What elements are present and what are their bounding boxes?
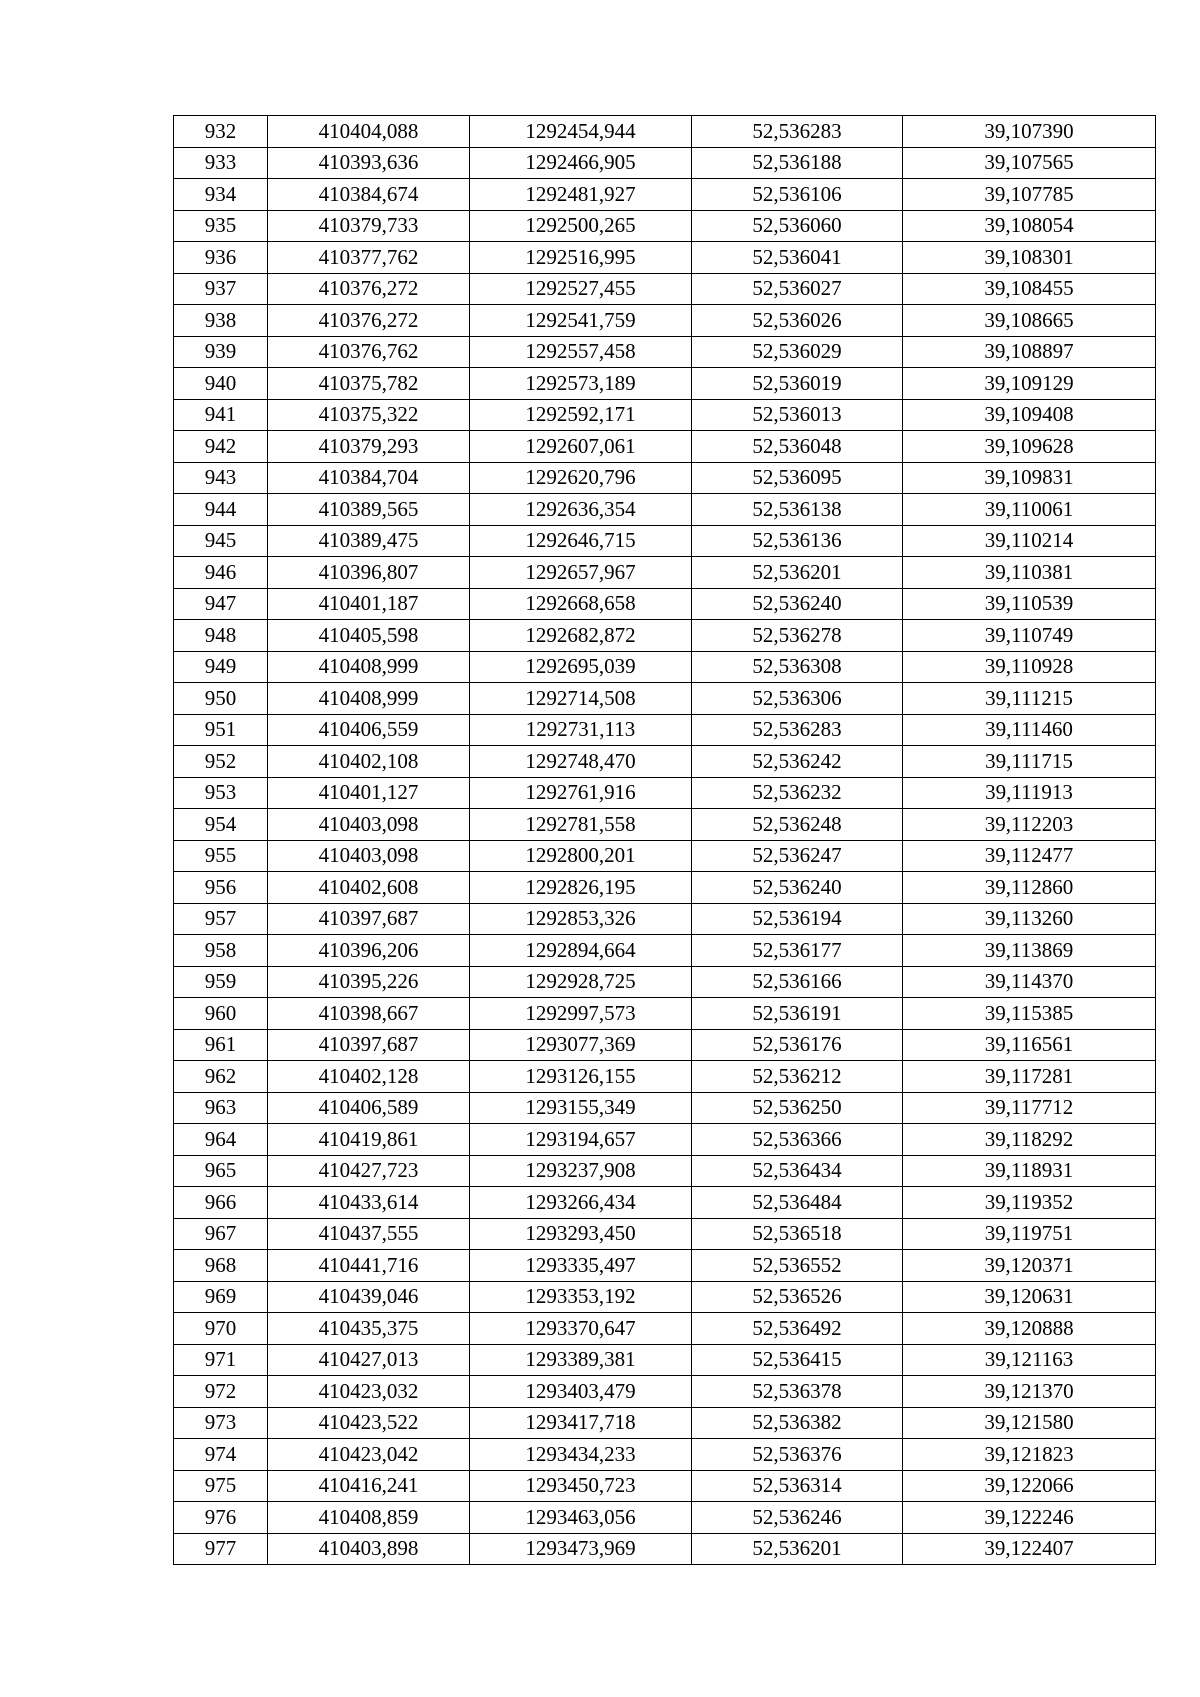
longitude-cell: 39,120888	[903, 1313, 1156, 1345]
point-number-cell: 960	[174, 998, 268, 1030]
y-coordinate-cell: 1293335,497	[470, 1250, 692, 1282]
longitude-cell: 39,112477	[903, 840, 1156, 872]
x-coordinate-cell: 410396,206	[268, 935, 470, 967]
point-number-cell: 977	[174, 1533, 268, 1565]
longitude-cell: 39,110061	[903, 494, 1156, 526]
x-coordinate-cell: 410402,108	[268, 746, 470, 778]
point-number-cell: 956	[174, 872, 268, 904]
point-number-cell: 976	[174, 1502, 268, 1534]
point-number-cell: 936	[174, 242, 268, 274]
table-row	[174, 462, 1156, 494]
longitude-cell: 39,111913	[903, 777, 1156, 809]
table-row	[174, 998, 1156, 1030]
latitude-cell: 52,536314	[692, 1470, 903, 1502]
y-coordinate-cell: 1292997,573	[470, 998, 692, 1030]
x-coordinate-cell: 410379,293	[268, 431, 470, 463]
y-coordinate-cell: 1292607,061	[470, 431, 692, 463]
y-coordinate-cell: 1292928,725	[470, 966, 692, 998]
y-coordinate-cell: 1292454,944	[470, 116, 692, 148]
y-coordinate-cell: 1293434,233	[470, 1439, 692, 1471]
longitude-cell: 39,108897	[903, 336, 1156, 368]
x-coordinate-cell: 410401,187	[268, 588, 470, 620]
point-number-cell: 949	[174, 651, 268, 683]
latitude-cell: 52,536029	[692, 336, 903, 368]
y-coordinate-cell: 1293370,647	[470, 1313, 692, 1345]
point-number-cell: 966	[174, 1187, 268, 1219]
longitude-cell: 39,108301	[903, 242, 1156, 274]
point-number-cell: 943	[174, 462, 268, 494]
latitude-cell: 52,536027	[692, 273, 903, 305]
point-number-cell: 933	[174, 147, 268, 179]
y-coordinate-cell: 1293450,723	[470, 1470, 692, 1502]
latitude-cell: 52,536177	[692, 935, 903, 967]
longitude-cell: 39,112860	[903, 872, 1156, 904]
y-coordinate-cell: 1293237,908	[470, 1155, 692, 1187]
point-number-cell: 948	[174, 620, 268, 652]
x-coordinate-cell: 410427,723	[268, 1155, 470, 1187]
table-row	[174, 431, 1156, 463]
table-row	[174, 1502, 1156, 1534]
table-row	[174, 840, 1156, 872]
x-coordinate-cell: 410441,716	[268, 1250, 470, 1282]
y-coordinate-cell: 1292781,558	[470, 809, 692, 841]
longitude-cell: 39,118931	[903, 1155, 1156, 1187]
latitude-cell: 52,536191	[692, 998, 903, 1030]
table-row	[174, 210, 1156, 242]
x-coordinate-cell: 410423,042	[268, 1439, 470, 1471]
table-row	[174, 746, 1156, 778]
latitude-cell: 52,536013	[692, 399, 903, 431]
y-coordinate-cell: 1292714,508	[470, 683, 692, 715]
longitude-cell: 39,110214	[903, 525, 1156, 557]
latitude-cell: 52,536242	[692, 746, 903, 778]
point-number-cell: 945	[174, 525, 268, 557]
x-coordinate-cell: 410403,098	[268, 840, 470, 872]
x-coordinate-cell: 410437,555	[268, 1218, 470, 1250]
table-row	[174, 588, 1156, 620]
x-coordinate-cell: 410402,128	[268, 1061, 470, 1093]
latitude-cell: 52,536188	[692, 147, 903, 179]
table-row	[174, 399, 1156, 431]
latitude-cell: 52,536136	[692, 525, 903, 557]
point-number-cell: 970	[174, 1313, 268, 1345]
latitude-cell: 52,536166	[692, 966, 903, 998]
latitude-cell: 52,536278	[692, 620, 903, 652]
x-coordinate-cell: 410403,898	[268, 1533, 470, 1565]
x-coordinate-cell: 410403,098	[268, 809, 470, 841]
point-number-cell: 953	[174, 777, 268, 809]
point-number-cell: 961	[174, 1029, 268, 1061]
table-row	[174, 777, 1156, 809]
latitude-cell: 52,536201	[692, 1533, 903, 1565]
table-row	[174, 1218, 1156, 1250]
latitude-cell: 52,536366	[692, 1124, 903, 1156]
longitude-cell: 39,109831	[903, 462, 1156, 494]
longitude-cell: 39,111460	[903, 714, 1156, 746]
latitude-cell: 52,536201	[692, 557, 903, 589]
x-coordinate-cell: 410433,614	[268, 1187, 470, 1219]
point-number-cell: 973	[174, 1407, 268, 1439]
table-row	[174, 179, 1156, 211]
latitude-cell: 52,536283	[692, 714, 903, 746]
point-number-cell: 947	[174, 588, 268, 620]
table-row	[174, 1313, 1156, 1345]
table-row	[174, 1187, 1156, 1219]
longitude-cell: 39,116561	[903, 1029, 1156, 1061]
latitude-cell: 52,536518	[692, 1218, 903, 1250]
table-row	[174, 1092, 1156, 1124]
latitude-cell: 52,536246	[692, 1502, 903, 1534]
x-coordinate-cell: 410395,226	[268, 966, 470, 998]
latitude-cell: 52,536492	[692, 1313, 903, 1345]
latitude-cell: 52,536194	[692, 903, 903, 935]
x-coordinate-cell: 410423,032	[268, 1376, 470, 1408]
point-number-cell: 940	[174, 368, 268, 400]
y-coordinate-cell: 1293126,155	[470, 1061, 692, 1093]
table-row	[174, 368, 1156, 400]
table-row	[174, 1344, 1156, 1376]
point-number-cell: 950	[174, 683, 268, 715]
longitude-cell: 39,121580	[903, 1407, 1156, 1439]
longitude-cell: 39,122066	[903, 1470, 1156, 1502]
latitude-cell: 52,536106	[692, 179, 903, 211]
longitude-cell: 39,107785	[903, 179, 1156, 211]
point-number-cell: 974	[174, 1439, 268, 1471]
x-coordinate-cell: 410375,322	[268, 399, 470, 431]
x-coordinate-cell: 410397,687	[268, 903, 470, 935]
table-row	[174, 683, 1156, 715]
table-row	[174, 1250, 1156, 1282]
y-coordinate-cell: 1293463,056	[470, 1502, 692, 1534]
point-number-cell: 951	[174, 714, 268, 746]
y-coordinate-cell: 1292682,872	[470, 620, 692, 652]
point-number-cell: 935	[174, 210, 268, 242]
y-coordinate-cell: 1292853,326	[470, 903, 692, 935]
y-coordinate-cell: 1293353,192	[470, 1281, 692, 1313]
x-coordinate-cell: 410406,589	[268, 1092, 470, 1124]
table-row	[174, 1376, 1156, 1408]
longitude-cell: 39,108455	[903, 273, 1156, 305]
longitude-cell: 39,118292	[903, 1124, 1156, 1156]
latitude-cell: 52,536526	[692, 1281, 903, 1313]
latitude-cell: 52,536060	[692, 210, 903, 242]
point-number-cell: 965	[174, 1155, 268, 1187]
longitude-cell: 39,110749	[903, 620, 1156, 652]
table-row	[174, 935, 1156, 967]
table-row	[174, 714, 1156, 746]
longitude-cell: 39,117712	[903, 1092, 1156, 1124]
latitude-cell: 52,536095	[692, 462, 903, 494]
y-coordinate-cell: 1293155,349	[470, 1092, 692, 1124]
point-number-cell: 958	[174, 935, 268, 967]
longitude-cell: 39,113260	[903, 903, 1156, 935]
latitude-cell: 52,536283	[692, 116, 903, 148]
table-row	[174, 903, 1156, 935]
point-number-cell: 971	[174, 1344, 268, 1376]
longitude-cell: 39,119751	[903, 1218, 1156, 1250]
point-number-cell: 967	[174, 1218, 268, 1250]
longitude-cell: 39,109129	[903, 368, 1156, 400]
x-coordinate-cell: 410384,704	[268, 462, 470, 494]
table-row	[174, 147, 1156, 179]
table-row	[174, 116, 1156, 148]
x-coordinate-cell: 410419,861	[268, 1124, 470, 1156]
y-coordinate-cell: 1293403,479	[470, 1376, 692, 1408]
table-row	[174, 809, 1156, 841]
y-coordinate-cell: 1292748,470	[470, 746, 692, 778]
y-coordinate-cell: 1292541,759	[470, 305, 692, 337]
table-row	[174, 1407, 1156, 1439]
y-coordinate-cell: 1292527,455	[470, 273, 692, 305]
y-coordinate-cell: 1293417,718	[470, 1407, 692, 1439]
table-row	[174, 1124, 1156, 1156]
table-row	[174, 557, 1156, 589]
longitude-cell: 39,107565	[903, 147, 1156, 179]
y-coordinate-cell: 1292668,658	[470, 588, 692, 620]
point-number-cell: 963	[174, 1092, 268, 1124]
longitude-cell: 39,121370	[903, 1376, 1156, 1408]
table-row	[174, 1155, 1156, 1187]
y-coordinate-cell: 1292826,195	[470, 872, 692, 904]
x-coordinate-cell: 410402,608	[268, 872, 470, 904]
point-number-cell: 955	[174, 840, 268, 872]
latitude-cell: 52,536250	[692, 1092, 903, 1124]
x-coordinate-cell: 410389,475	[268, 525, 470, 557]
y-coordinate-cell: 1292646,715	[470, 525, 692, 557]
table-row	[174, 336, 1156, 368]
x-coordinate-cell: 410379,733	[268, 210, 470, 242]
point-number-cell: 972	[174, 1376, 268, 1408]
table-row	[174, 1439, 1156, 1471]
table-row	[174, 1029, 1156, 1061]
y-coordinate-cell: 1292573,189	[470, 368, 692, 400]
longitude-cell: 39,109408	[903, 399, 1156, 431]
table-row	[174, 620, 1156, 652]
latitude-cell: 52,536552	[692, 1250, 903, 1282]
x-coordinate-cell: 410406,559	[268, 714, 470, 746]
point-number-cell: 939	[174, 336, 268, 368]
latitude-cell: 52,536308	[692, 651, 903, 683]
longitude-cell: 39,107390	[903, 116, 1156, 148]
point-number-cell: 942	[174, 431, 268, 463]
point-number-cell: 932	[174, 116, 268, 148]
y-coordinate-cell: 1292657,967	[470, 557, 692, 589]
longitude-cell: 39,111715	[903, 746, 1156, 778]
table-row	[174, 966, 1156, 998]
y-coordinate-cell: 1292761,916	[470, 777, 692, 809]
x-coordinate-cell: 410435,375	[268, 1313, 470, 1345]
point-number-cell: 957	[174, 903, 268, 935]
longitude-cell: 39,121163	[903, 1344, 1156, 1376]
x-coordinate-cell: 410408,999	[268, 683, 470, 715]
latitude-cell: 52,536048	[692, 431, 903, 463]
table-row	[174, 305, 1156, 337]
latitude-cell: 52,536378	[692, 1376, 903, 1408]
y-coordinate-cell: 1293389,381	[470, 1344, 692, 1376]
latitude-cell: 52,536247	[692, 840, 903, 872]
point-number-cell: 937	[174, 273, 268, 305]
point-number-cell: 968	[174, 1250, 268, 1282]
point-number-cell: 946	[174, 557, 268, 589]
y-coordinate-cell: 1292516,995	[470, 242, 692, 274]
longitude-cell: 39,119352	[903, 1187, 1156, 1219]
x-coordinate-cell: 410416,241	[268, 1470, 470, 1502]
x-coordinate-cell: 410404,088	[268, 116, 470, 148]
x-coordinate-cell: 410439,046	[268, 1281, 470, 1313]
table-row	[174, 1470, 1156, 1502]
longitude-cell: 39,110381	[903, 557, 1156, 589]
latitude-cell: 52,536248	[692, 809, 903, 841]
y-coordinate-cell: 1292592,171	[470, 399, 692, 431]
longitude-cell: 39,108665	[903, 305, 1156, 337]
longitude-cell: 39,110539	[903, 588, 1156, 620]
table-row	[174, 242, 1156, 274]
latitude-cell: 52,536232	[692, 777, 903, 809]
y-coordinate-cell: 1293473,969	[470, 1533, 692, 1565]
point-number-cell: 954	[174, 809, 268, 841]
coordinates-table	[173, 115, 1156, 1565]
table-row	[174, 651, 1156, 683]
x-coordinate-cell: 410427,013	[268, 1344, 470, 1376]
table-row	[174, 273, 1156, 305]
longitude-cell: 39,117281	[903, 1061, 1156, 1093]
longitude-cell: 39,110928	[903, 651, 1156, 683]
latitude-cell: 52,536212	[692, 1061, 903, 1093]
y-coordinate-cell: 1292695,039	[470, 651, 692, 683]
x-coordinate-cell: 410376,272	[268, 273, 470, 305]
x-coordinate-cell: 410408,999	[268, 651, 470, 683]
point-number-cell: 962	[174, 1061, 268, 1093]
x-coordinate-cell: 410396,807	[268, 557, 470, 589]
coordinates-table-body	[174, 116, 1156, 1565]
table-row	[174, 494, 1156, 526]
longitude-cell: 39,113869	[903, 935, 1156, 967]
y-coordinate-cell: 1292481,927	[470, 179, 692, 211]
longitude-cell: 39,122407	[903, 1533, 1156, 1565]
x-coordinate-cell: 410389,565	[268, 494, 470, 526]
table-row	[174, 872, 1156, 904]
y-coordinate-cell: 1292557,458	[470, 336, 692, 368]
y-coordinate-cell: 1292894,664	[470, 935, 692, 967]
point-number-cell: 938	[174, 305, 268, 337]
longitude-cell: 39,120631	[903, 1281, 1156, 1313]
x-coordinate-cell: 410397,687	[268, 1029, 470, 1061]
x-coordinate-cell: 410401,127	[268, 777, 470, 809]
x-coordinate-cell: 410376,272	[268, 305, 470, 337]
longitude-cell: 39,111215	[903, 683, 1156, 715]
longitude-cell: 39,121823	[903, 1439, 1156, 1471]
table-row	[174, 1533, 1156, 1565]
table-row	[174, 1281, 1156, 1313]
x-coordinate-cell: 410408,859	[268, 1502, 470, 1534]
x-coordinate-cell: 410376,762	[268, 336, 470, 368]
point-number-cell: 975	[174, 1470, 268, 1502]
y-coordinate-cell: 1293194,657	[470, 1124, 692, 1156]
latitude-cell: 52,536138	[692, 494, 903, 526]
point-number-cell: 952	[174, 746, 268, 778]
y-coordinate-cell: 1292466,905	[470, 147, 692, 179]
y-coordinate-cell: 1292800,201	[470, 840, 692, 872]
latitude-cell: 52,536019	[692, 368, 903, 400]
longitude-cell: 39,122246	[903, 1502, 1156, 1534]
point-number-cell: 941	[174, 399, 268, 431]
longitude-cell: 39,108054	[903, 210, 1156, 242]
latitude-cell: 52,536484	[692, 1187, 903, 1219]
longitude-cell: 39,115385	[903, 998, 1156, 1030]
x-coordinate-cell: 410375,782	[268, 368, 470, 400]
longitude-cell: 39,112203	[903, 809, 1156, 841]
x-coordinate-cell: 410393,636	[268, 147, 470, 179]
latitude-cell: 52,536306	[692, 683, 903, 715]
latitude-cell: 52,536176	[692, 1029, 903, 1061]
latitude-cell: 52,536434	[692, 1155, 903, 1187]
y-coordinate-cell: 1292731,113	[470, 714, 692, 746]
y-coordinate-cell: 1292620,796	[470, 462, 692, 494]
point-number-cell: 964	[174, 1124, 268, 1156]
x-coordinate-cell: 410384,674	[268, 179, 470, 211]
point-number-cell: 944	[174, 494, 268, 526]
table-row	[174, 1061, 1156, 1093]
x-coordinate-cell: 410405,598	[268, 620, 470, 652]
latitude-cell: 52,536376	[692, 1439, 903, 1471]
latitude-cell: 52,536041	[692, 242, 903, 274]
x-coordinate-cell: 410398,667	[268, 998, 470, 1030]
point-number-cell: 969	[174, 1281, 268, 1313]
longitude-cell: 39,114370	[903, 966, 1156, 998]
longitude-cell: 39,109628	[903, 431, 1156, 463]
longitude-cell: 39,120371	[903, 1250, 1156, 1282]
latitude-cell: 52,536415	[692, 1344, 903, 1376]
point-number-cell: 934	[174, 179, 268, 211]
y-coordinate-cell: 1293266,434	[470, 1187, 692, 1219]
point-number-cell: 959	[174, 966, 268, 998]
latitude-cell: 52,536026	[692, 305, 903, 337]
x-coordinate-cell: 410377,762	[268, 242, 470, 274]
latitude-cell: 52,536382	[692, 1407, 903, 1439]
y-coordinate-cell: 1293077,369	[470, 1029, 692, 1061]
x-coordinate-cell: 410423,522	[268, 1407, 470, 1439]
latitude-cell: 52,536240	[692, 588, 903, 620]
table-row	[174, 525, 1156, 557]
y-coordinate-cell: 1292636,354	[470, 494, 692, 526]
latitude-cell: 52,536240	[692, 872, 903, 904]
y-coordinate-cell: 1293293,450	[470, 1218, 692, 1250]
y-coordinate-cell: 1292500,265	[470, 210, 692, 242]
